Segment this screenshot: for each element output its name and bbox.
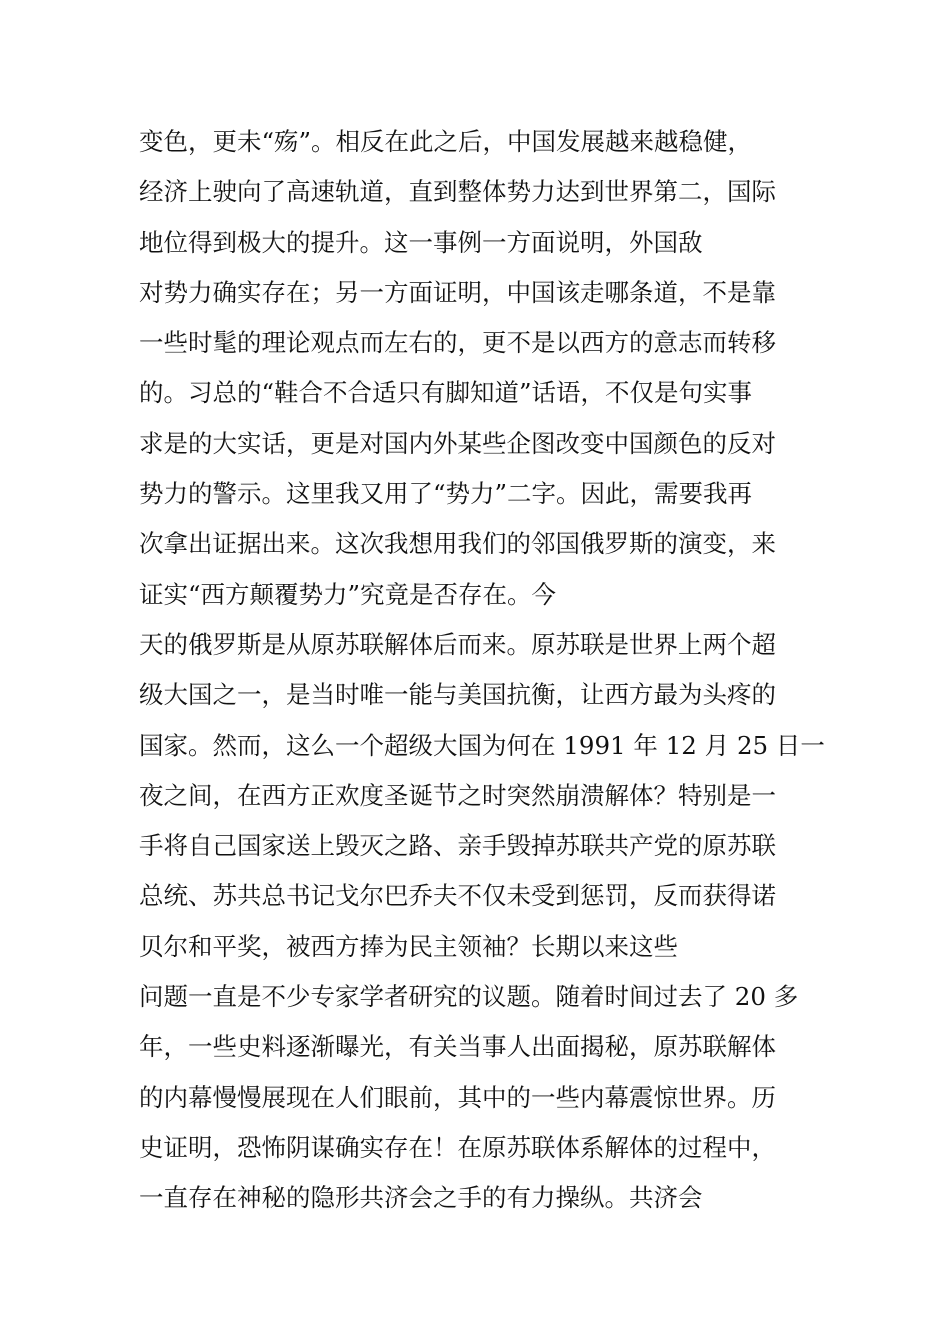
text-line-6: 的。习总的“鞋合不合适只有脚知道”话语，不仅是句实事: [139, 378, 753, 408]
text-line-4: 对势力确实存在；另一方面证明，中国该走哪条道，不是靠: [139, 277, 776, 307]
text-line-14: 夜之间，在西方正欢度圣诞节之时突然崩溃解体？特别是一: [139, 780, 776, 810]
text-line-1: 变色，更未“殇”。相反在此之后，中国发展越来越稳健，: [139, 127, 753, 156]
text-line-21: 史证明，恐怖阴谋确实存在！在原苏联体系解体的过程中，: [139, 1132, 776, 1162]
text-line-15: 手将自己国家送上毁灭之路、亲手毁掉苏联共产党的原苏联: [139, 831, 776, 861]
text-line-3: 地位得到极大的提升。这一事例一方面说明，外国敌: [139, 227, 703, 257]
text-line-7: 求是的大实话，更是对国内外某些企图改变中国颜色的反对: [139, 428, 776, 458]
text-line-19: 年，一些史料逐渐曝光，有关当事人出面揭秘，原苏联解体: [139, 1032, 776, 1062]
text-line-13: 国家。然而，这么一个超级大国为何在 1991 年 12 月 25 日一: [139, 730, 825, 760]
text-line-8: 势力的警示。这里我又用了“势力”二字。因此，需要我再: [139, 479, 753, 509]
text-line-2: 经济上驶向了高速轨道，直到整体势力达到世界第二，国际: [139, 177, 776, 207]
text-line-10: 证实“西方颠覆势力”究竟是否存在。今: [139, 579, 557, 609]
text-line-20: 的内幕慢慢展现在人们眼前，其中的一些内幕震惊世界。历: [139, 1082, 776, 1112]
body-text: [139, 117, 825, 1224]
text-line-9: 次拿出证据出来。这次我想用我们的邻国俄罗斯的演变，来: [139, 529, 776, 559]
text-line-12: 级大国之一，是当时唯一能与美国抗衡，让西方最为头疼的: [139, 680, 776, 710]
text-line-18: 问题一直是不少专家学者研究的议题。随着时间过去了 20 多: [139, 982, 799, 1012]
text-line-16: 总统、苏共总书记戈尔巴乔夫不仅未受到惩罚，反而获得诺: [139, 881, 776, 911]
text-line-5: 一些时髦的理论观点而左右的，更不是以西方的意志而转移: [139, 328, 776, 358]
text-line-22: 一直存在神秘的隐形共济会之手的有力操纵。共济会: [139, 1183, 703, 1213]
text-line-11: 天的俄罗斯是从原苏联解体后而来。原苏联是世界上两个超: [139, 629, 776, 659]
text-line-17: 贝尔和平奖，被西方捧为民主领袖？长期以来这些: [139, 931, 678, 961]
